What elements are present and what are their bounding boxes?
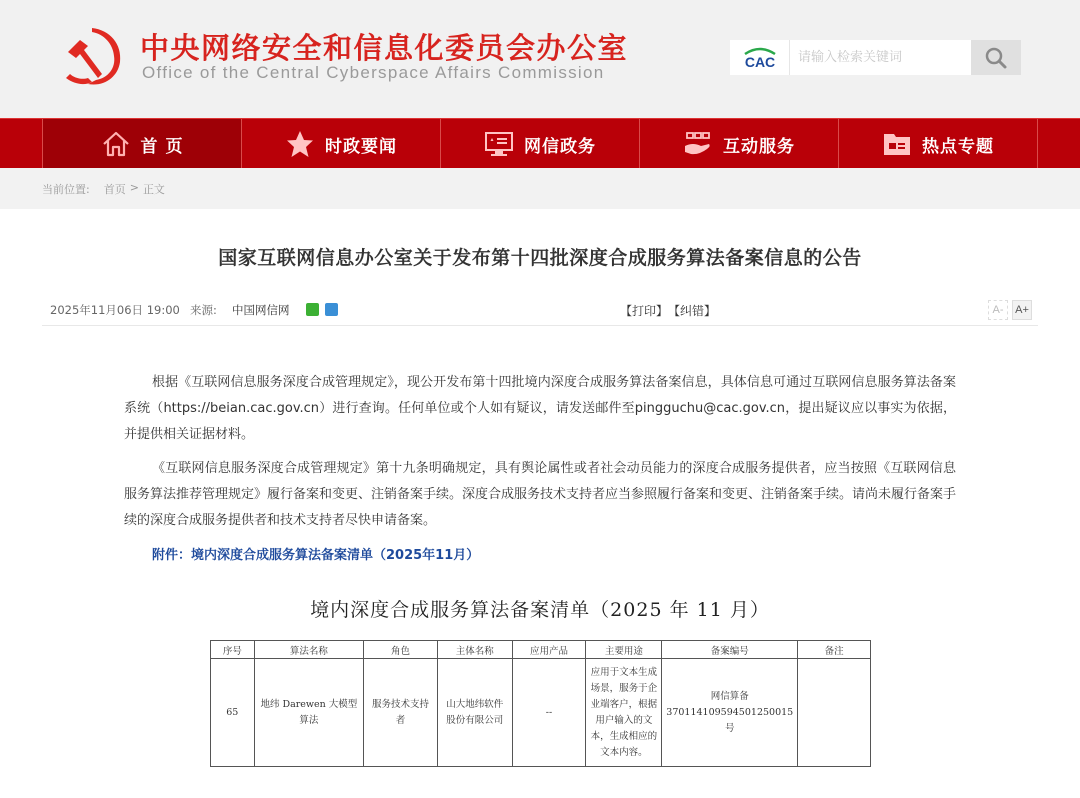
search-input[interactable] [790, 40, 971, 75]
home-icon [101, 129, 131, 159]
nav-item-news[interactable] [242, 119, 441, 169]
table-header-row [211, 641, 871, 659]
cell-usage: 应用于文本生成场景，服务于企业端客户，根据用户输入的文本，生成相应的文本内容。 [586, 659, 662, 767]
article-title: 国家互联网信息办公室关于发布第十四批深度合成服务算法备案信息的公告 [218, 247, 862, 269]
article-meta [42, 296, 1038, 326]
print-button[interactable]: 【打印】 [620, 304, 669, 318]
nav-label: 首 页 [140, 136, 184, 157]
source-label: 来源: [190, 303, 217, 317]
nav-label: 热点专题 [922, 136, 994, 157]
nav-item-interaction[interactable] [640, 119, 839, 169]
font-increase-button[interactable]: A+ [1012, 300, 1032, 320]
nav-item-topics[interactable] [839, 119, 1038, 169]
table-row [211, 659, 871, 767]
breadcrumb [42, 181, 165, 197]
star-icon [285, 129, 315, 159]
column-header: 备注 [798, 641, 871, 659]
breadcrumb-separator: > [129, 181, 139, 194]
qzone-share-icon[interactable] [325, 303, 338, 316]
correction-button[interactable]: 【纠错】 [668, 304, 717, 318]
search-icon [984, 46, 1008, 70]
site-title-en: Office of the Central Cyberspace Affairs Commission [142, 63, 605, 82]
search-box [730, 40, 1021, 75]
attachment-link[interactable]: 附件：境内深度合成服务算法备案清单（2025年11月） [152, 548, 480, 563]
party-emblem-icon [58, 22, 126, 90]
source-name: 中国网信网 [232, 303, 290, 317]
cell-no: 65 [211, 659, 255, 767]
nav-label: 互动服务 [723, 136, 795, 157]
breadcrumb-bar [0, 168, 1080, 209]
search-button[interactable] [971, 40, 1021, 75]
cac-logo [730, 40, 790, 75]
cell-filing-no: 网信算备370114109594501250015号 [662, 659, 798, 767]
article-paragraph: 根据《互联网信息服务深度合成管理规定》，现公开发布第十四批境内深度合成服务算法备案信息，具体信息可通过互联网信息服务算法备案系统（https://beian.cac.gov.cn）进行查询。任何单位或个人如有疑议，请发送邮件至pingguchu@cac.gov.cn，提出疑议应以事实为依据，并提供相关证据材料。 [124, 375, 956, 442]
site-title-cn: 中央网络安全和信息化委员会办公室 [140, 31, 629, 65]
breadcrumb-home-link[interactable]: 首页 [103, 183, 126, 196]
cac-logo-icon [737, 46, 783, 70]
folder-icon [882, 129, 912, 159]
breadcrumb-current: 正文 [142, 183, 165, 196]
article-actions [620, 302, 716, 319]
cell-product: -- [512, 659, 586, 767]
site-header [0, 0, 1080, 118]
cell-algorithm-name: 地纬 Darewen 大模型算法 [254, 659, 364, 767]
breadcrumb-label: 当前位置: [42, 183, 90, 196]
article-paragraph: 《互联网信息服务深度合成管理规定》第十九条明确规定，具有舆论属性或者社会动员能力的深度合成服务提供者，应当按照《互联网信息服务算法推荐管理规定》履行备案和变更、注销备案手续。深度合成服务技术支持者应当参照履行备案和变更、注销备案手续。请尚未履行备案手续的深度合成服务提供者和技术支持者尽快申请备案。 [124, 461, 957, 528]
cell-note [798, 659, 871, 767]
svg-text:CAC: CAC [744, 53, 775, 70]
column-header: 序号 [211, 641, 255, 659]
monitor-icon [484, 129, 514, 159]
column-header: 备案编号 [662, 641, 798, 659]
column-header: 应用产品 [512, 641, 586, 659]
publish-date: 2025年11月06日 19:00 [50, 303, 180, 317]
column-header: 主体名称 [437, 641, 512, 659]
main-nav [0, 118, 1080, 168]
nav-label: 网信政务 [524, 136, 596, 157]
hand-service-icon [683, 129, 713, 159]
nav-item-affairs[interactable] [441, 119, 640, 169]
cell-entity: 山大地纬软件股份有限公司 [437, 659, 512, 767]
column-header: 算法名称 [254, 641, 364, 659]
filing-list-title: 境内深度合成服务算法备案清单（2025 年 11 月） [310, 599, 770, 621]
column-header: 角色 [364, 641, 438, 659]
column-header: 主要用途 [586, 641, 662, 659]
nav-item-home[interactable] [43, 119, 242, 169]
cell-role: 服务技术支持者 [364, 659, 438, 767]
wechat-share-icon[interactable] [306, 303, 319, 316]
filing-table [210, 640, 871, 767]
nav-label: 时政要闻 [325, 136, 397, 157]
font-decrease-button[interactable]: A- [988, 300, 1008, 320]
